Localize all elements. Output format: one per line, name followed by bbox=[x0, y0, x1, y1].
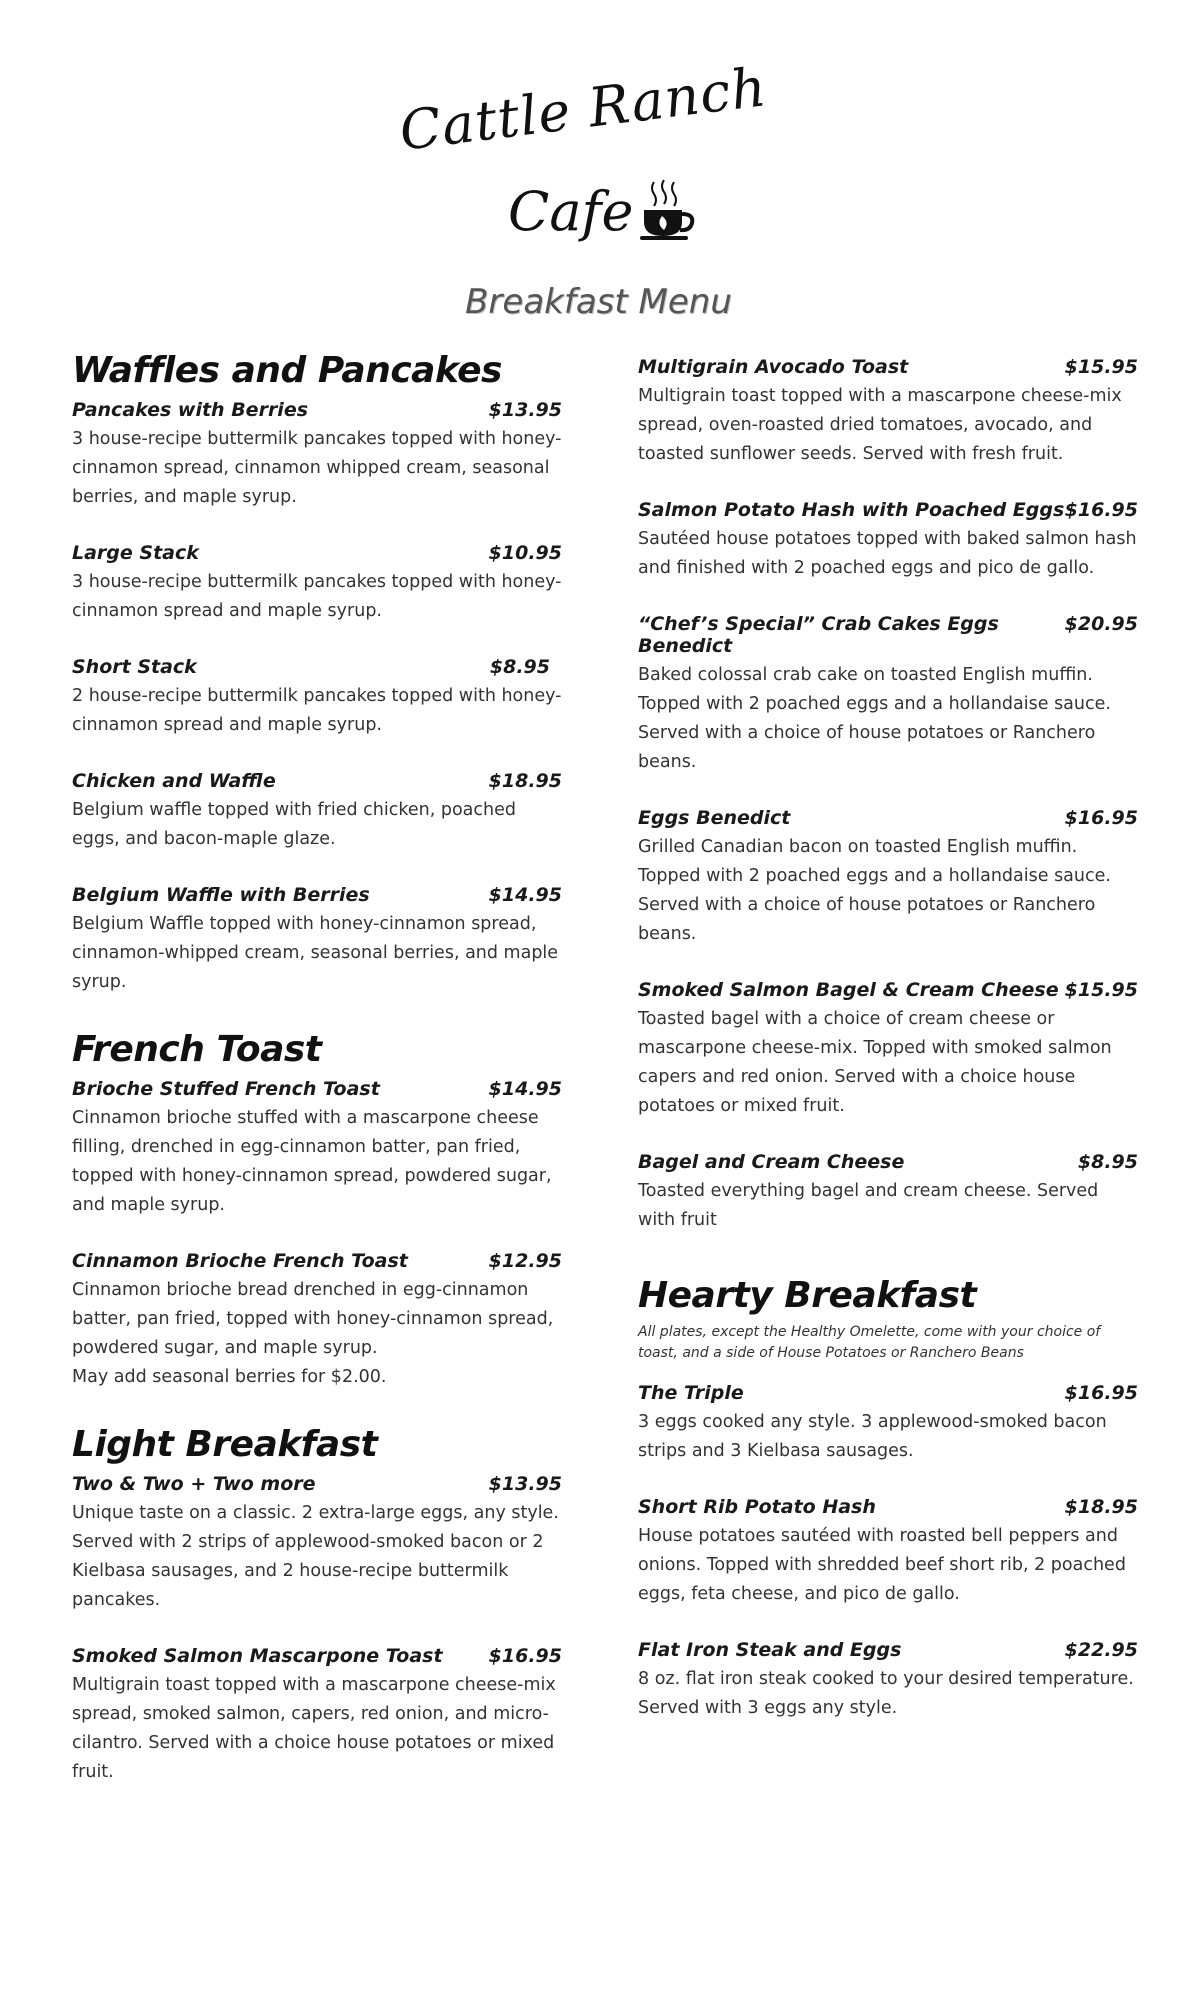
left-column bbox=[72, 350, 562, 1819]
menu-title: Breakfast Menu bbox=[465, 282, 732, 322]
menu-item bbox=[72, 1078, 562, 1220]
menu-item bbox=[72, 1645, 562, 1787]
section-note: All plates, except the Healthy Omelette, come with your choice of toast, and a side of House Potatoes or Ranchero Beans bbox=[638, 1324, 1101, 1361]
coffee-cup-icon bbox=[640, 178, 696, 242]
item-description: 3 house-recipe buttermilk pancakes topped with honey-cinnamon spread and maple syrup. bbox=[72, 572, 562, 621]
menu-item bbox=[72, 542, 562, 626]
menu-item bbox=[638, 979, 1138, 1121]
item-name: Large Stack bbox=[72, 542, 199, 564]
logo-text-line1: Cattle Ranch bbox=[396, 55, 771, 163]
item-price: $18.95 bbox=[1064, 1496, 1138, 1518]
section-hearty-breakfast bbox=[638, 1275, 1138, 1723]
item-description: 3 house-recipe buttermilk pancakes topped with honey-cinnamon spread, cinnamon whipped cream, seasonal berries, and maple syrup. bbox=[72, 429, 562, 507]
item-price: $14.95 bbox=[488, 884, 562, 906]
item-description: Toasted bagel with a choice of cream cheese or mascarpone cheese-mix. Topped with smoked salmon capers and red onion. Served with a choice house potatoes or mixed fruit. bbox=[638, 1009, 1112, 1116]
item-price: $18.95 bbox=[488, 770, 562, 792]
section-light-breakfast bbox=[72, 1424, 562, 1787]
menu-item bbox=[72, 399, 562, 512]
menu-item bbox=[72, 1250, 562, 1392]
section-heading: Hearty Breakfast bbox=[638, 1275, 977, 1316]
section-heading: Waffles and Pancakes bbox=[72, 350, 502, 391]
item-price: $16.95 bbox=[1064, 499, 1138, 521]
item-name: Eggs Benedict bbox=[638, 807, 791, 829]
item-name: “Chef’s Special” Crab Cakes Eggs Benedict bbox=[638, 613, 999, 657]
item-name: Flat Iron Steak and Eggs bbox=[638, 1639, 902, 1661]
section-waffles-pancakes bbox=[72, 350, 562, 997]
item-description: Cinnamon brioche bread drenched in egg-cinnamon batter, pan fried, topped with honey-cinnamon spread, powdered sugar, and maple syrup. bbox=[72, 1280, 554, 1358]
item-description: Grilled Canadian bacon on toasted English muffin. Topped with 2 poached eggs and a hollandaise sauce. Served with a choice of house potatoes or Ranchero beans. bbox=[638, 837, 1111, 944]
item-description: Unique taste on a classic. 2 extra-large eggs, any style. Served with 2 strips of applewood-smoked bacon or 2 Kielbasa sausages, and 2 house-recipe buttermilk pancakes. bbox=[72, 1503, 559, 1610]
menu-item bbox=[638, 499, 1138, 583]
item-description: Multigrain toast topped with a mascarpone cheese-mix spread, oven-roasted dried tomatoes, avocado, and toasted sunflower seeds. Served with fresh fruit. bbox=[638, 386, 1122, 464]
item-name: Short Rib Potato Hash bbox=[638, 1496, 876, 1518]
menu-item bbox=[638, 1382, 1138, 1466]
item-price: $15.95 bbox=[1064, 356, 1138, 378]
item-price: $13.95 bbox=[488, 399, 562, 421]
menu-item bbox=[638, 613, 1138, 777]
item-description: 3 eggs cooked any style. 3 applewood-smoked bacon strips and 3 Kielbasa sausages. bbox=[638, 1412, 1107, 1461]
item-description: 2 house-recipe buttermilk pancakes topped with honey-cinnamon spread and maple syrup. bbox=[72, 686, 562, 735]
item-price: $10.95 bbox=[488, 542, 562, 564]
item-description: Multigrain toast topped with a mascarpone cheese-mix spread, smoked salmon, capers, red onion, and micro-cilantro. Served with a choice house potatoes or mixed fruit. bbox=[72, 1675, 556, 1782]
item-price: $13.95 bbox=[488, 1473, 562, 1495]
item-price: $20.95 bbox=[1064, 613, 1138, 635]
item-name: Chicken and Waffle bbox=[72, 770, 276, 792]
section-heading: Light Breakfast bbox=[72, 1424, 378, 1465]
item-description: Baked colossal crab cake on toasted English muffin. Topped with 2 poached eggs and a hollandaise sauce. Served with a choice of house potatoes or Ranchero beans. bbox=[638, 665, 1111, 772]
item-price: $12.95 bbox=[488, 1250, 562, 1272]
menu-item bbox=[638, 1151, 1138, 1235]
item-description: House potatoes sautéed with roasted bell peppers and onions. Topped with shredded beef short rib, 2 poached eggs, feta cheese, and pico de gallo. bbox=[638, 1526, 1126, 1604]
item-price: $16.95 bbox=[1064, 1382, 1138, 1404]
item-price: $8.95 bbox=[1077, 1151, 1138, 1173]
item-description: Cinnamon brioche stuffed with a mascarpone cheese filling, drenched in egg-cinnamon batter, pan fried, topped with honey-cinnamon spread, powdered sugar, and maple syrup. bbox=[72, 1108, 552, 1215]
item-name: Salmon Potato Hash with Poached Eggs bbox=[638, 499, 1065, 521]
logo-text-line2: Cafe bbox=[508, 180, 634, 243]
item-name: Short Stack bbox=[72, 656, 197, 678]
item-name: Multigrain Avocado Toast bbox=[638, 356, 909, 378]
item-name: Belgium Waffle with Berries bbox=[72, 884, 370, 906]
item-price: $8.95 bbox=[489, 656, 550, 678]
item-name: Cinnamon Brioche French Toast bbox=[72, 1250, 408, 1272]
menu-item bbox=[638, 1496, 1138, 1609]
item-name: Two & Two + Two more bbox=[72, 1473, 316, 1495]
item-name: Pancakes with Berries bbox=[72, 399, 309, 421]
menu-item bbox=[72, 656, 562, 740]
menu-item bbox=[638, 356, 1138, 469]
menu-item bbox=[638, 1639, 1138, 1723]
menu-item bbox=[638, 807, 1138, 949]
menu-item bbox=[72, 770, 562, 854]
item-name: Bagel and Cream Cheese bbox=[638, 1151, 905, 1173]
item-name: Brioche Stuffed French Toast bbox=[72, 1078, 380, 1100]
item-price: $16.95 bbox=[488, 1645, 562, 1667]
menu-item bbox=[72, 1473, 562, 1615]
item-description: Toasted everything bagel and cream cheese. Served with fruit bbox=[638, 1181, 1099, 1230]
section-heading: French Toast bbox=[72, 1029, 322, 1070]
item-name: Smoked Salmon Bagel & Cream Cheese bbox=[638, 979, 1059, 1001]
item-price: $16.95 bbox=[1064, 807, 1138, 829]
item-name: The Triple bbox=[638, 1382, 744, 1404]
item-price: $14.95 bbox=[488, 1078, 562, 1100]
menu-item bbox=[72, 884, 562, 997]
item-price: $22.95 bbox=[1064, 1639, 1138, 1661]
item-description: Belgium Waffle topped with honey-cinnamon spread, cinnamon-whipped cream, seasonal berries, and maple syrup. bbox=[72, 914, 559, 992]
item-description: 8 oz. flat iron steak cooked to your desired temperature. Served with 3 eggs any style. bbox=[638, 1669, 1134, 1718]
item-price: $15.95 bbox=[1064, 979, 1138, 1001]
item-addon-note: May add seasonal berries for $2.00. bbox=[72, 1367, 387, 1387]
item-description: Belgium waffle topped with fried chicken, poached eggs, and bacon-maple glaze. bbox=[72, 800, 516, 849]
section-french-toast bbox=[72, 1029, 562, 1392]
item-name: Smoked Salmon Mascarpone Toast bbox=[72, 1645, 443, 1667]
cafe-logo bbox=[396, 55, 820, 260]
item-description: Sautéed house potatoes topped with baked salmon hash and finished with 2 poached eggs and pico de gallo. bbox=[638, 529, 1137, 578]
right-column bbox=[638, 356, 1138, 1755]
